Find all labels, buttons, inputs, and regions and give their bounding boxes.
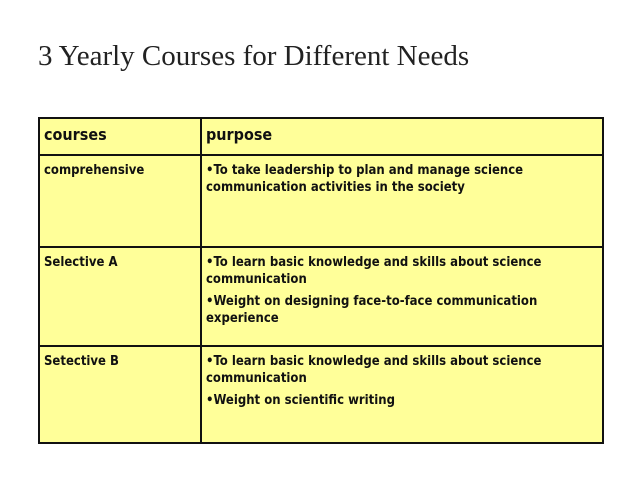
table-row xyxy=(39,247,603,346)
course-name: Selective A xyxy=(39,247,201,346)
table-row xyxy=(39,155,603,247)
purpose-bullet: •To learn basic knowledge and skills about science communication xyxy=(206,354,542,386)
purpose-bullet: •Weight on designing face-to-face communication experience xyxy=(206,294,538,326)
purpose-bullet: •To take leadership to plan and manage science communication activities in the society xyxy=(206,163,524,195)
header-courses: courses xyxy=(39,118,201,155)
slide-title: 3 Yearly Courses for Different Needs xyxy=(38,40,470,72)
purpose-bullet: •Weight on scientific writing xyxy=(206,393,395,408)
course-purpose xyxy=(201,247,603,346)
table-row xyxy=(39,346,603,443)
course-purpose xyxy=(201,346,603,443)
course-purpose xyxy=(201,155,603,247)
course-name: Setective B xyxy=(39,346,201,443)
table-header-row xyxy=(39,118,603,155)
courses-table xyxy=(38,117,604,444)
purpose-bullet: •To learn basic knowledge and skills about science communication xyxy=(206,255,542,287)
course-name: comprehensive xyxy=(39,155,201,247)
header-purpose: purpose xyxy=(201,118,603,155)
